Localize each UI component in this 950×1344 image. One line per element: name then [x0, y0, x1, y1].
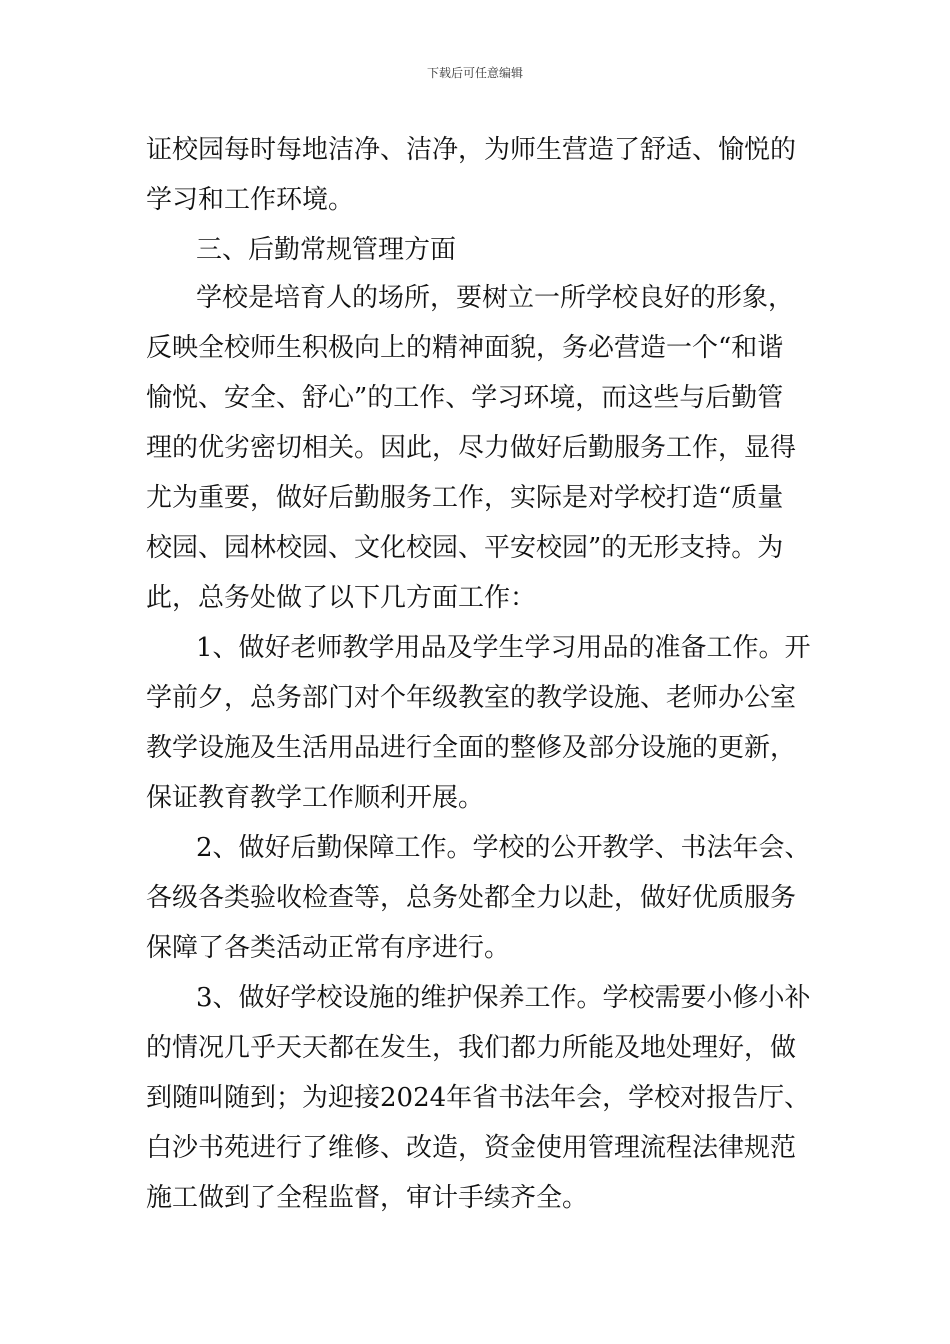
text-line-content: 保证教育教学工作顺利开展。 — [146, 783, 485, 813]
text-line — [0, 1128, 950, 1168]
text-line — [0, 628, 950, 668]
text-line — [0, 978, 950, 1018]
text-line — [0, 678, 950, 718]
text-line-content: 白沙书苑进行了维修、改造，资金使用管理流程法律规范 — [146, 1133, 797, 1163]
text-line — [0, 528, 950, 568]
text-line — [0, 828, 950, 868]
text-line-content: 到随叫随到；为迎接2024年省书法年会，学校对报告厅、 — [146, 1083, 811, 1113]
text-line — [0, 478, 950, 518]
text-line-content: 2、做好后勤保障工作。学校的公开教学、书法年会、 — [196, 833, 811, 863]
text-line-content: 理的优劣密切相关。因此，尽力做好后勤服务工作，显得 — [146, 433, 797, 463]
text-line — [0, 778, 950, 818]
text-line-content: 学校是培育人的场所，要树立一所学校良好的形象， — [196, 283, 795, 313]
text-line — [0, 728, 950, 768]
text-line-content: 教学设施及生活用品进行全面的整修及部分设施的更新， — [146, 733, 797, 763]
text-line-content: 学前夕，总务部门对个年级教室的教学设施、老师办公室 — [146, 683, 797, 713]
text-line — [0, 328, 950, 368]
text-line — [0, 180, 950, 220]
text-line-content: 证校园每时每地洁净、洁净，为师生营造了舒适、愉悦的 — [146, 135, 797, 165]
text-line — [0, 378, 950, 418]
text-line — [0, 130, 950, 170]
text-line-content: 各级各类验收检查等，总务处都全力以赴，做好优质服务 — [146, 883, 797, 913]
text-line-content: 三、后勤常规管理方面 — [196, 235, 457, 265]
text-line-content: 校园、园林校园、文化校园、平安校园”的无形支持。为 — [146, 533, 784, 563]
text-line — [0, 428, 950, 468]
text-line — [0, 878, 950, 918]
text-line-content: 施工做到了全程监督，审计手续齐全。 — [146, 1183, 589, 1213]
text-line — [0, 928, 950, 968]
text-line-content: 此，总务处做了以下几方面工作： — [146, 583, 537, 613]
page-header: 下载后可任意编辑 — [426, 66, 523, 80]
text-line-content: 愉悦、安全、舒心”的工作、学习环境，而这些与后勤管 — [146, 383, 784, 413]
text-line — [0, 1178, 950, 1218]
text-line-content: 反映全校师生积极向上的精神面貌，务必营造一个“和谐 — [146, 333, 784, 363]
text-line-content: 保障了各类活动正常有序进行。 — [146, 933, 511, 963]
text-line — [0, 578, 950, 618]
text-line — [0, 1028, 950, 1068]
text-line-content: 3、做好学校设施的维护保养工作。学校需要小修小补 — [196, 983, 811, 1013]
text-line — [0, 230, 950, 270]
text-line-content: 的情况几乎天天都在发生，我们都力所能及地处理好，做 — [146, 1033, 797, 1063]
text-line-content: 学习和工作环境。 — [146, 185, 355, 215]
text-line-content: 尤为重要，做好后勤服务工作，实际是对学校打造“质量 — [146, 483, 784, 513]
text-line — [0, 278, 950, 318]
text-line-content: 1、做好老师教学用品及学生学习用品的准备工作。开 — [196, 633, 811, 663]
text-line — [0, 1078, 950, 1118]
